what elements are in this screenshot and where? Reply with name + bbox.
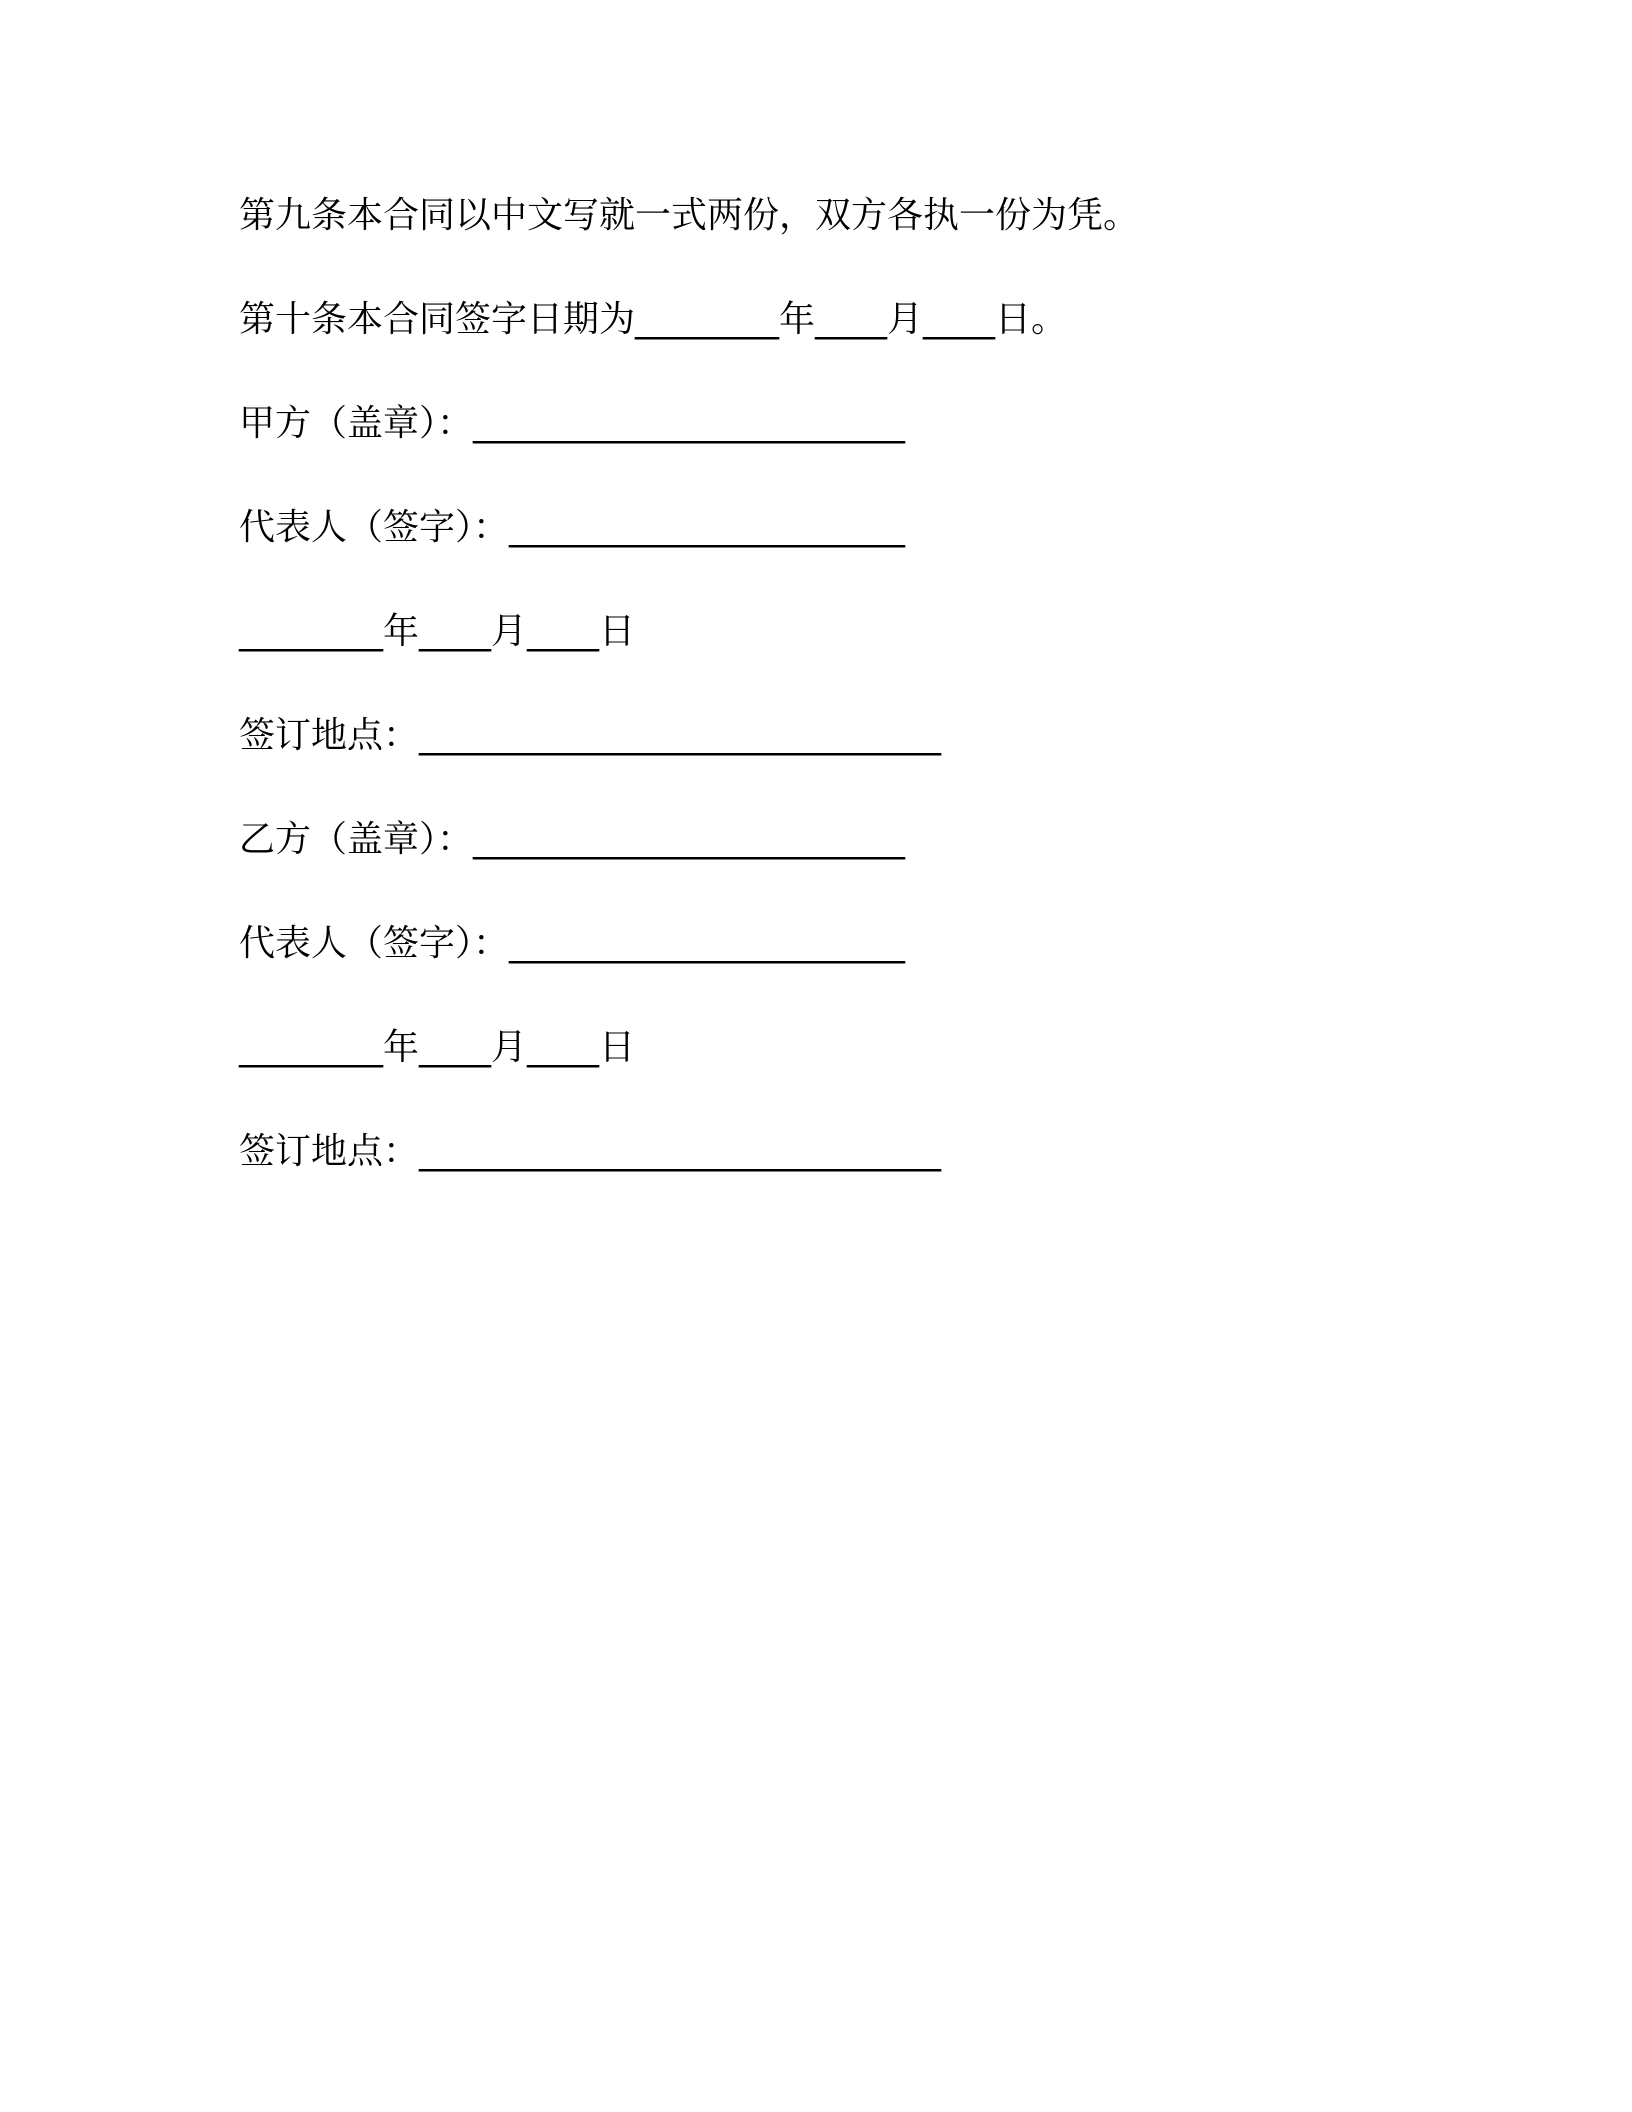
- party-b-representative-line: 代表人（签字）：______________________: [239, 923, 906, 964]
- party-a-date-line: ________年____月____日: [239, 611, 635, 652]
- party-a-seal-line: 甲方（盖章）：________________________: [239, 403, 906, 444]
- clause-ten-signing-date: 第十条本合同签字日期为________年____月____日。: [239, 299, 1068, 340]
- party-b-seal-line: 乙方（盖章）：________________________: [239, 819, 906, 860]
- party-b-date-line: ________年____月____日: [239, 1027, 635, 1068]
- party-a-representative-line: 代表人（签字）：______________________: [239, 507, 906, 548]
- clause-nine: 第九条本合同以中文写就一式两份，双方各执一份为凭。: [239, 195, 1140, 236]
- party-a-signing-place-line: 签订地点：_____________________________: [239, 715, 942, 756]
- party-b-signing-place-line: 签订地点：_____________________________: [239, 1131, 942, 1172]
